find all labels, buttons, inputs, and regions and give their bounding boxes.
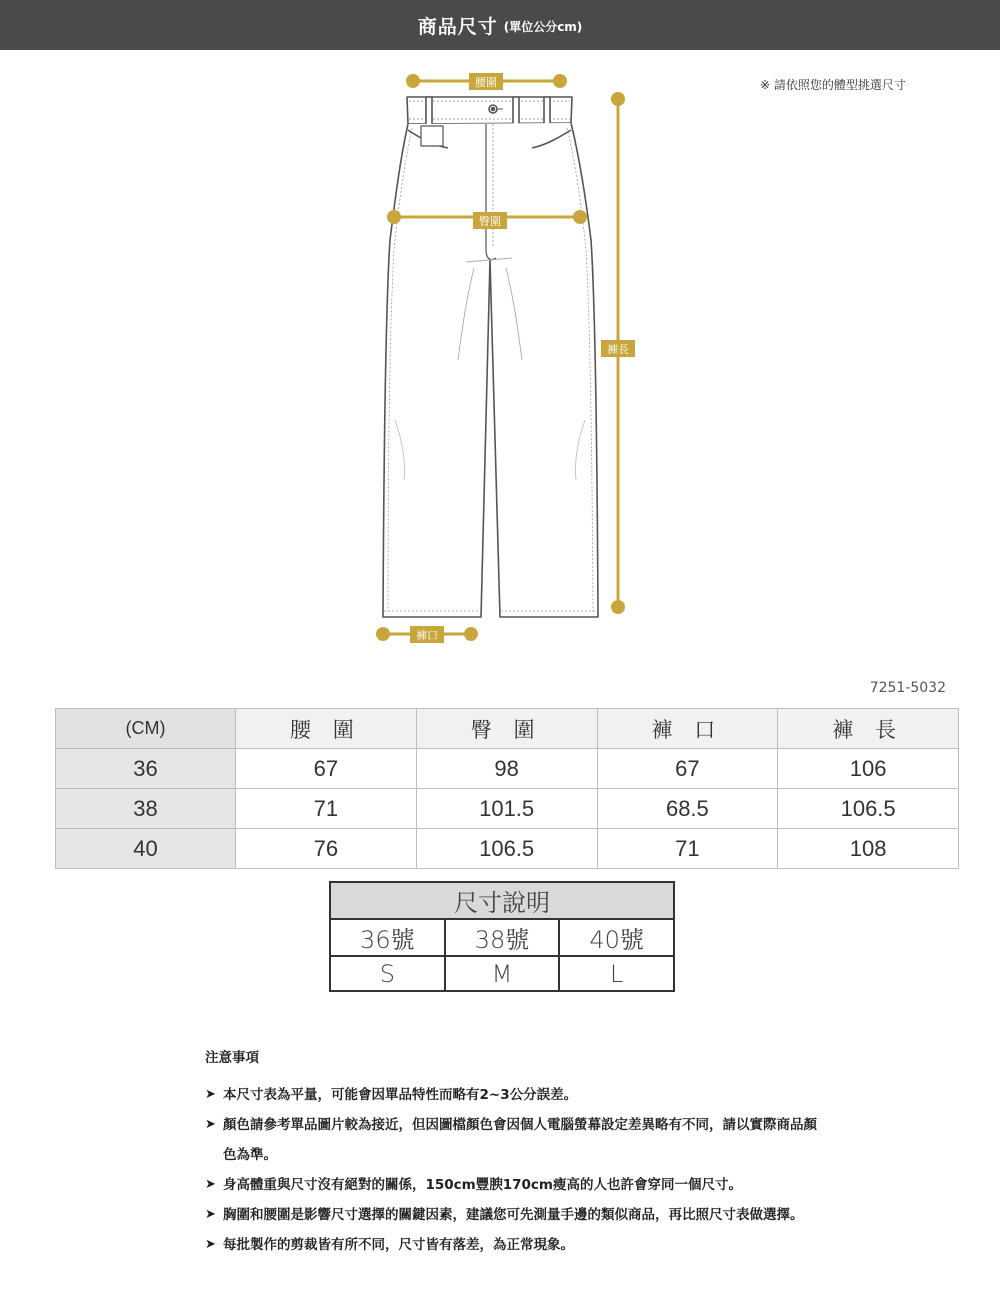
pants-illustration <box>383 97 598 617</box>
note-text: 身高體重與尺寸沒有絕對的關係，150cm豐腴170cm瘦高的人也許會穿同一個尺寸。 <box>223 1177 742 1193</box>
size-cell: 36 <box>56 749 236 789</box>
size-table-header-row <box>56 709 959 749</box>
unit-subtitle: (單位公分cm) <box>503 20 583 34</box>
table-row <box>56 789 959 829</box>
waist-measure-line <box>406 73 567 90</box>
arrow-icon: ➤ <box>205 1177 216 1192</box>
table-row <box>56 829 959 869</box>
notes-section <box>205 1046 825 1260</box>
hip-tag: 臀圍 <box>479 215 501 228</box>
length-header: 褲 長 <box>778 709 959 749</box>
hem-cell: 71 <box>597 829 778 869</box>
waist-cell: 67 <box>236 749 417 789</box>
waist-tag: 腰圍 <box>475 76 497 89</box>
list-item <box>205 1110 825 1170</box>
header-bar <box>0 0 1000 50</box>
unit-header: (CM) <box>56 709 236 749</box>
hip-cell: 106.5 <box>416 829 597 869</box>
size-number-cell: 40號 <box>559 919 674 956</box>
arrow-icon: ➤ <box>205 1117 216 1132</box>
size-cell: 40 <box>56 829 236 869</box>
size-number-row <box>330 919 674 956</box>
size-explanation-title: 尺寸說明 <box>330 882 674 919</box>
note-text: 本尺寸表為平量，可能會因單品特性而略有2~3公分誤差。 <box>223 1087 578 1103</box>
note-text: 顏色請參考單品圖片較為接近，但因圖檔顏色會因個人電腦螢幕設定差異略有不同，請以實際商品顏色為準。 <box>223 1117 817 1163</box>
list-item <box>205 1080 825 1110</box>
pants-measurement-diagram <box>0 60 1000 660</box>
size-table <box>55 708 959 869</box>
waist-cell: 76 <box>236 829 417 869</box>
page-title: 商品尺寸 <box>417 15 498 38</box>
size-cell: 38 <box>56 789 236 829</box>
hem-tag: 褲口 <box>416 629 438 642</box>
hem-header: 褲 口 <box>597 709 778 749</box>
arrow-icon: ➤ <box>205 1207 216 1222</box>
length-cell: 108 <box>778 829 959 869</box>
hem-cell: 68.5 <box>597 789 778 829</box>
list-item <box>205 1170 825 1200</box>
size-letter-cell: L <box>559 956 674 991</box>
waist-cell: 71 <box>236 789 417 829</box>
waist-header: 腰 圍 <box>236 709 417 749</box>
length-tag: 褲長 <box>607 343 629 356</box>
model-code: 7251-5032 <box>869 680 946 696</box>
hem-measure-line <box>376 626 478 643</box>
size-choice-note: ※ 請依照您的體型挑選尺寸 <box>760 78 906 92</box>
note-text: 每批製作的剪裁皆有所不同，尺寸皆有落差，為正常現象。 <box>223 1237 574 1253</box>
list-item <box>205 1200 825 1230</box>
list-item <box>205 1230 825 1260</box>
size-number-cell: 36號 <box>330 919 445 956</box>
hem-cell: 67 <box>597 749 778 789</box>
note-text: 胸圍和腰圍是影響尺寸選擇的關鍵因素，建議您可先測量手邊的類似商品，再比照尺寸表做選擇。 <box>223 1207 804 1223</box>
size-explanation-table <box>329 881 675 992</box>
size-letter-cell: M <box>445 956 560 991</box>
table-row <box>56 749 959 789</box>
arrow-icon: ➤ <box>205 1237 216 1252</box>
size-number-cell: 38號 <box>445 919 560 956</box>
hip-header: 臀 圍 <box>416 709 597 749</box>
hip-cell: 101.5 <box>416 789 597 829</box>
size-letter-row <box>330 956 674 991</box>
arrow-icon: ➤ <box>205 1087 216 1102</box>
length-measure-line <box>601 92 635 614</box>
notes-title: 注意事項 <box>205 1050 259 1066</box>
hip-cell: 98 <box>416 749 597 789</box>
length-cell: 106.5 <box>778 789 959 829</box>
length-cell: 106 <box>778 749 959 789</box>
size-letter-cell: S <box>330 956 445 991</box>
